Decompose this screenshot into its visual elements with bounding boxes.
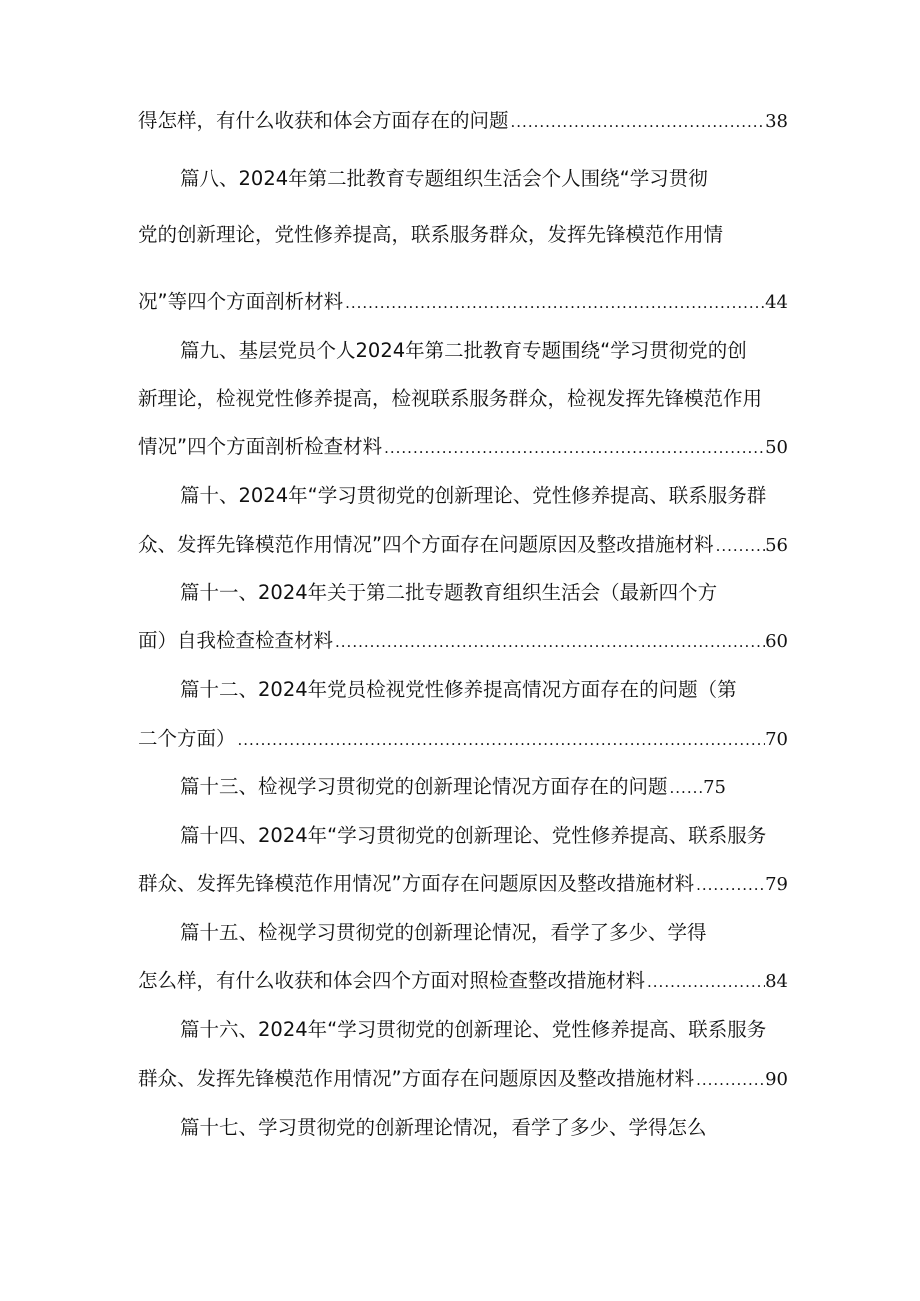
- toc-page-number: 56: [765, 535, 788, 556]
- toc-leader-dots: [382, 433, 765, 462]
- toc-page-number: 90: [765, 1069, 788, 1090]
- toc-line: [138, 432, 788, 462]
- toc-line: [138, 287, 788, 317]
- toc-line-text: 二个方面）: [138, 727, 236, 750]
- toc-page-number: 38: [765, 111, 788, 132]
- toc-leader-dots: [714, 531, 765, 560]
- toc-line-text: 况”等四个方面剖析材料: [138, 290, 344, 313]
- toc-line: [138, 626, 788, 656]
- toc-page-number: 84: [765, 971, 788, 992]
- toc-line: 篇十七、学习贯彻党的创新理论情况，看学了多少、学得怎么: [180, 1116, 707, 1139]
- toc-line-text: 怎么样，有什么收获和体会四个方面对照检查整改措施材料: [138, 969, 646, 992]
- toc-line: [138, 966, 788, 996]
- toc-line-text: 面）自我检查检查材料: [138, 629, 334, 652]
- toc-line: 篇十、2024年“学习贯彻党的创新理论、党性修养提高、联系服务群: [180, 484, 767, 507]
- toc-line: [138, 106, 788, 136]
- toc-page-number: 60: [765, 631, 788, 652]
- toc-line: 新理论，检视党性修养提高，检视联系服务群众，检视发挥先锋模范作用: [138, 387, 763, 410]
- toc-line: [138, 869, 788, 899]
- toc-line: [138, 724, 788, 754]
- toc-leader-dots: [509, 107, 766, 136]
- toc-line: [138, 1064, 788, 1094]
- toc-page-number: 70: [765, 729, 788, 750]
- toc-line-text: 群众、发挥先锋模范作用情况”方面存在问题原因及整改措施材料: [138, 872, 695, 895]
- toc-page-number: 50: [765, 437, 788, 458]
- toc-line: [180, 772, 726, 802]
- toc-line-text: 群众、发挥先锋模范作用情况”方面存在问题原因及整改措施材料: [138, 1067, 695, 1090]
- toc-line: 篇十一、2024年关于第二批专题教育组织生活会（最新四个方: [180, 581, 718, 604]
- toc-leader-dots: [343, 288, 765, 317]
- toc-page-number: 75: [703, 777, 726, 798]
- toc-line-text: 得怎样，有什么收获和体会方面存在的问题: [138, 109, 509, 132]
- toc-page-number: 44: [765, 292, 788, 313]
- toc-line: 篇八、2024年第二批教育专题组织生活会个人围绕“学习贯彻: [180, 167, 708, 190]
- toc-leader-dots: [694, 870, 765, 899]
- toc-leader-dots: [668, 773, 704, 802]
- toc-line: 篇九、基层党员个人2024年第二批教育专题围绕“学习贯彻党的创: [180, 339, 747, 362]
- toc-line-text: 篇十三、检视学习贯彻党的创新理论情况方面存在的问题: [180, 775, 668, 798]
- toc-page-number: 79: [765, 874, 788, 895]
- toc-leader-dots: [694, 1065, 765, 1094]
- toc-line: 篇十二、2024年党员检视党性修养提高情况方面存在的问题（第: [180, 678, 737, 701]
- toc-line-text: 众、发挥先锋模范作用情况”四个方面存在问题原因及整改措施材料: [138, 533, 714, 556]
- toc-leader-dots: [236, 725, 766, 754]
- toc-leader-dots: [645, 967, 765, 996]
- toc-line: 篇十六、2024年“学习贯彻党的创新理论、党性修养提高、联系服务: [180, 1018, 767, 1041]
- toc-line: 篇十五、检视学习贯彻党的创新理论情况，看学了多少、学得: [180, 921, 707, 944]
- toc-line: [138, 530, 788, 560]
- toc-line: 党的创新理论，党性修养提高，联系服务群众，发挥先锋模范作用情: [138, 223, 724, 246]
- toc-line-text: 情况”四个方面剖析检查材料: [138, 435, 383, 458]
- toc-leader-dots: [333, 627, 765, 656]
- toc-line: 篇十四、2024年“学习贯彻党的创新理论、党性修养提高、联系服务: [180, 824, 767, 847]
